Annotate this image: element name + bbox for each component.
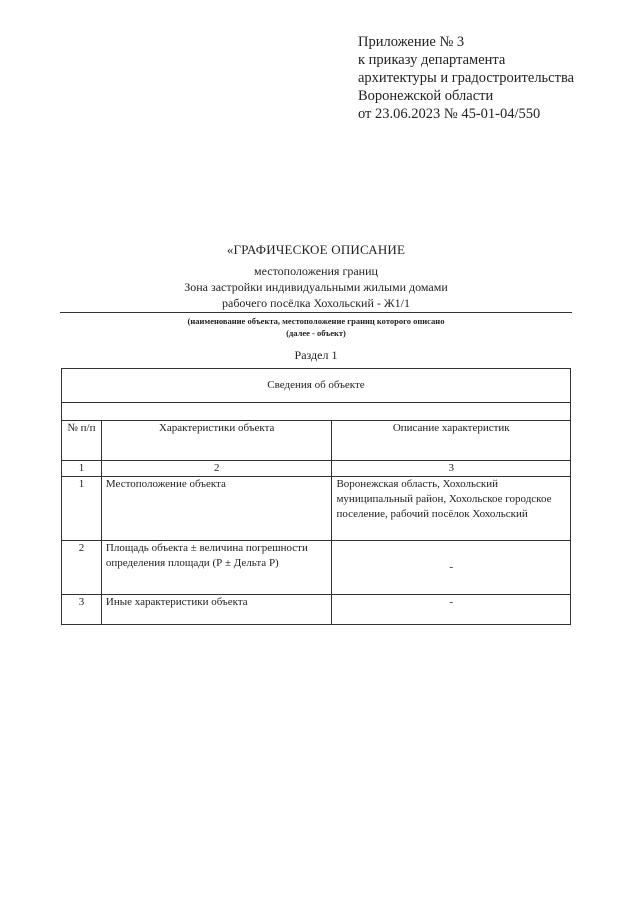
- row-characteristic: Иные характеристики объекта: [101, 595, 332, 625]
- row-number: 2: [62, 541, 102, 595]
- table-row: [62, 595, 571, 625]
- appendix-line-date: от 23.06.2023 № 45-01-04/550: [358, 106, 541, 122]
- row-description: -: [332, 541, 571, 595]
- caption-line1: (наименование объекта, местоположение границ которого описано: [187, 316, 445, 326]
- row-number: 3: [62, 595, 102, 625]
- appendix-line-number: Приложение № 3: [358, 34, 465, 50]
- column-number-1: 1: [62, 461, 102, 477]
- column-header-number: № п/п: [62, 421, 102, 461]
- zone-name-line2: рабочего посёлка Хохольский - Ж1/1: [60, 295, 572, 313]
- appendix-block: [358, 33, 574, 123]
- row-characteristic: Местоположение объекта: [101, 477, 332, 541]
- row-description: Воронежская область, Хохольский муниципальный район, Хохольское городское поселение, рабочий посёлок Хохольский: [332, 477, 571, 541]
- appendix-line-order: к приказу департамента: [358, 52, 506, 68]
- document-header: [60, 242, 572, 363]
- table-title: Сведения об объекте: [62, 369, 571, 403]
- section-title: Раздел 1: [294, 348, 338, 362]
- document-title: «ГРАФИЧЕСКОЕ ОПИСАНИЕ: [226, 242, 406, 257]
- table-spacer-row: [62, 403, 571, 421]
- caption-line2: (далее - объект): [286, 328, 346, 338]
- row-characteristic: Площадь объекта ± величина погрешности определения площади (Р ± Дельта Р): [101, 541, 332, 595]
- column-number-3: 3: [332, 461, 571, 477]
- row-number: 1: [62, 477, 102, 541]
- column-number-2: 2: [101, 461, 332, 477]
- zone-name-line1: Зона застройки индивидуальными жилыми домами: [184, 280, 448, 294]
- table-row: [62, 541, 571, 595]
- row-description: -: [332, 595, 571, 625]
- column-header-description: Описание характеристик: [332, 421, 571, 461]
- column-header-characteristic: Характеристики объекта: [101, 421, 332, 461]
- document-subtitle: местоположения границ: [254, 264, 378, 278]
- appendix-line-region: Воронежской области: [358, 88, 494, 104]
- object-info-table: [61, 368, 571, 625]
- table-row: [62, 477, 571, 541]
- appendix-line-department: архитектуры и градостроительства: [358, 70, 575, 86]
